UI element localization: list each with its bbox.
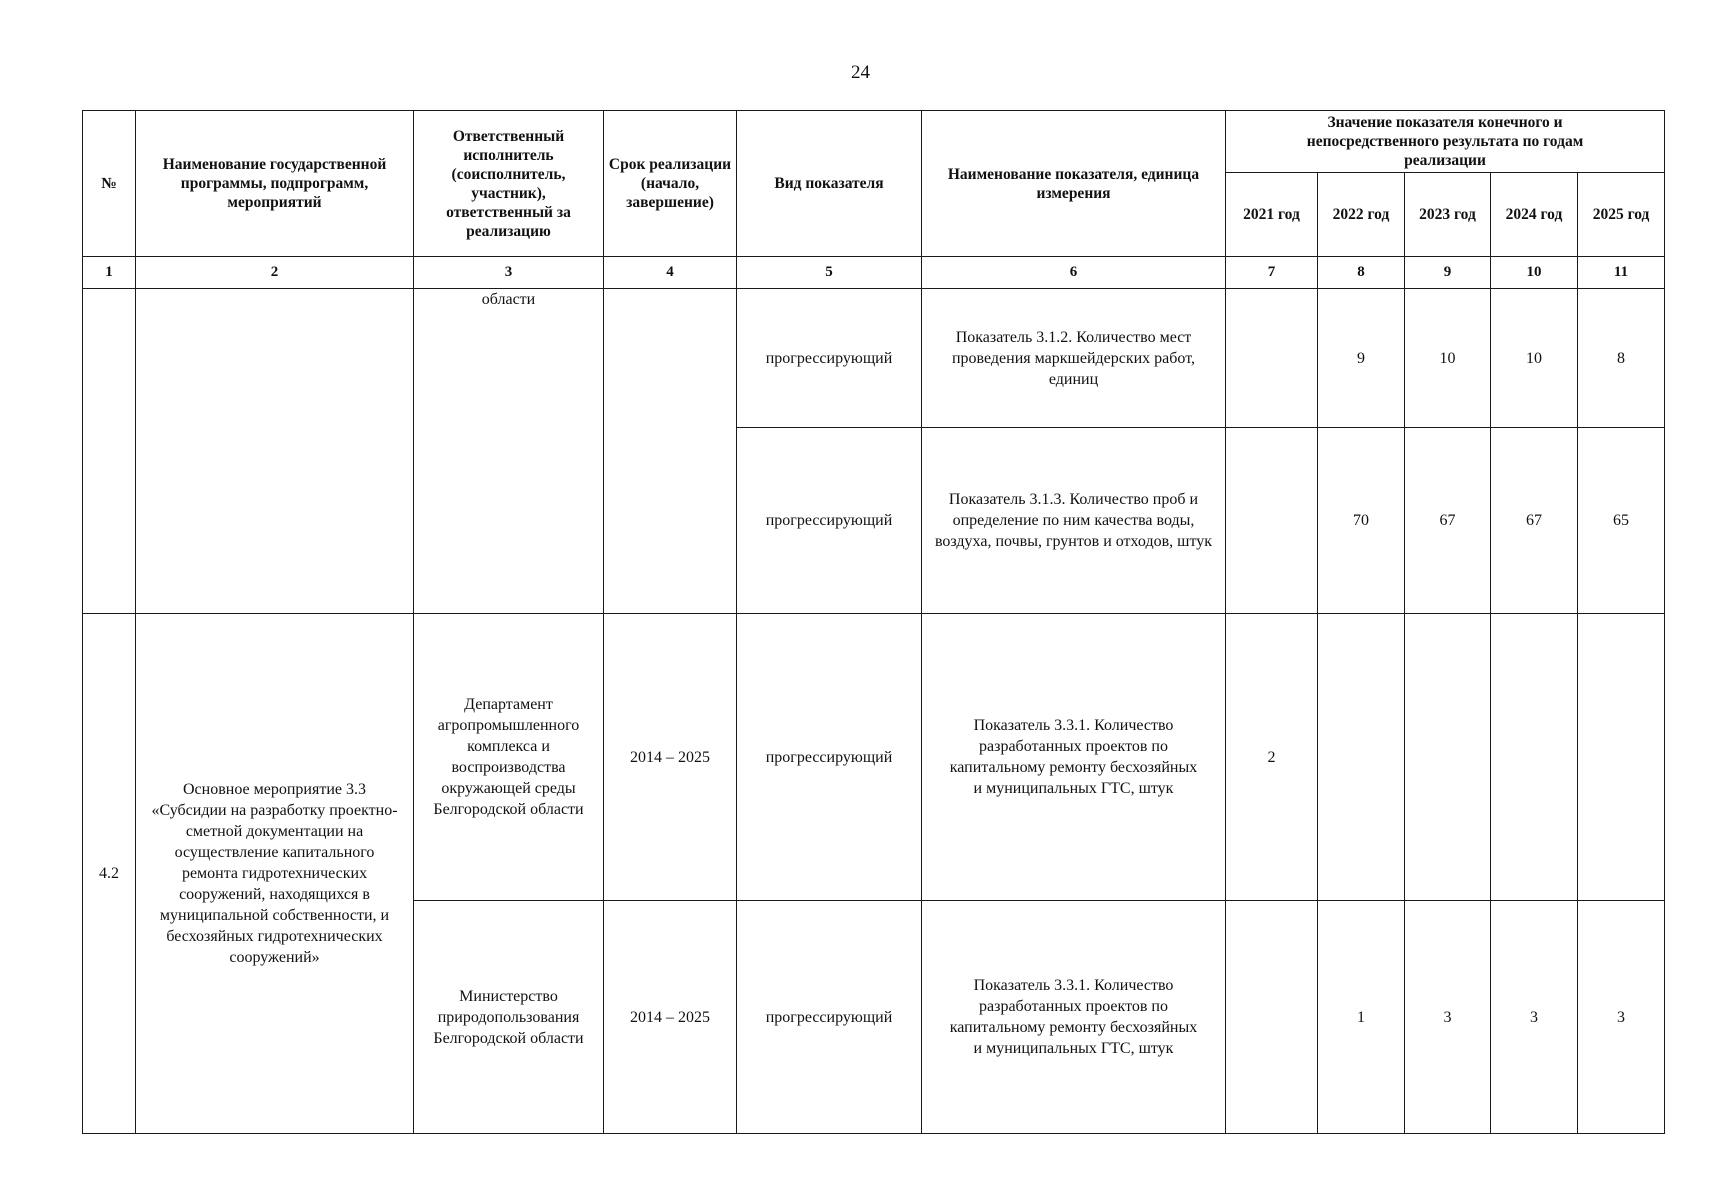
indicator-type-cell: прогрессирующий xyxy=(737,289,922,428)
value-cell xyxy=(1318,614,1405,901)
value-cell xyxy=(1491,614,1578,901)
column-number: 9 xyxy=(1405,257,1491,289)
responsible-cell: Департамент агропромышленного комплекса и воспроизводства окружающей среды Белгородской области xyxy=(414,614,604,901)
column-number: 8 xyxy=(1318,257,1405,289)
value-cell xyxy=(1226,901,1318,1134)
indicator-type-cell: прогрессирующий xyxy=(737,901,922,1134)
value-cell xyxy=(1578,614,1665,901)
column-number: 11 xyxy=(1578,257,1665,289)
table-row xyxy=(83,614,1665,901)
value-cell: 3 xyxy=(1405,901,1491,1134)
period-cell: 2014 – 2025 xyxy=(604,901,737,1134)
row-num-empty xyxy=(83,289,136,614)
column-number: 2 xyxy=(136,257,414,289)
indicator-type-cell: прогрессирующий xyxy=(737,428,922,614)
header-year-2022: 2022 год xyxy=(1318,173,1405,257)
indicator-name-cell: Показатель 3.1.2. Количество мест проведения маркшейдерских работ, единиц xyxy=(922,289,1226,428)
indicator-name-cell: Показатель 3.3.1. Количество разработанных проектов по капитальному ремонту бесхозяйных и муниципальных ГТС, штук xyxy=(922,614,1226,901)
value-cell: 70 xyxy=(1318,428,1405,614)
column-number: 6 xyxy=(922,257,1226,289)
header-indicator-type: Вид показателя xyxy=(737,111,922,257)
table-row xyxy=(83,289,1665,428)
responsible-cell: Министерство природопользования Белгородской области xyxy=(414,901,604,1134)
value-cell: 67 xyxy=(1405,428,1491,614)
column-number: 3 xyxy=(414,257,604,289)
header-year-2025: 2025 год xyxy=(1578,173,1665,257)
header-num: № xyxy=(83,111,136,257)
value-cell: 65 xyxy=(1578,428,1665,614)
column-number: 7 xyxy=(1226,257,1318,289)
period-cell: 2014 – 2025 xyxy=(604,614,737,901)
value-cell: 3 xyxy=(1491,901,1578,1134)
column-numbers-row xyxy=(83,257,1665,289)
indicator-name-cell: Показатель 3.3.1. Количество разработанных проектов по капитальному ремонту бесхозяйных и муниципальных ГТС, штук xyxy=(922,901,1226,1134)
header-responsible: Ответственный исполнитель (соисполнитель, участник), ответственный за реализацию xyxy=(414,111,604,257)
column-number: 1 xyxy=(83,257,136,289)
header-indicator-name: Наименование показателя, единица измерения xyxy=(922,111,1226,257)
value-cell: 2 xyxy=(1226,614,1318,901)
responsible-cell: области xyxy=(414,289,604,614)
period-empty xyxy=(604,289,737,614)
value-cell xyxy=(1226,428,1318,614)
value-cell: 1 xyxy=(1318,901,1405,1134)
value-cell xyxy=(1226,289,1318,428)
header-year-2024: 2024 год xyxy=(1491,173,1578,257)
value-cell: 9 xyxy=(1318,289,1405,428)
value-cell xyxy=(1405,614,1491,901)
header-year-2021: 2021 год xyxy=(1226,173,1318,257)
column-number: 10 xyxy=(1491,257,1578,289)
value-cell: 10 xyxy=(1491,289,1578,428)
header-values-group: Значение показателя конечного и непосредственного результата по годам реализации xyxy=(1226,111,1665,173)
header-period: Срок реализации (начало, завершение) xyxy=(604,111,737,257)
activity-name-cell: Основное мероприятие 3.3 «Субсидии на разработку проектно-сметной документации на осуществление капитального ремонта гидротехнических сооружений, находящихся в муниципальной собственности, и бесхозяйных гидротехнических сооружений» xyxy=(136,614,414,1134)
column-number: 4 xyxy=(604,257,737,289)
indicator-name-cell: Показатель 3.1.3. Количество проб и определение по ним качества воды, воздуха, почвы, грунтов и отходов, штук xyxy=(922,428,1226,614)
header-year-2023: 2023 год xyxy=(1405,173,1491,257)
value-cell: 8 xyxy=(1578,289,1665,428)
row-number: 4.2 xyxy=(83,614,136,1134)
value-cell: 3 xyxy=(1578,901,1665,1134)
page-number: 24 xyxy=(851,62,870,83)
value-cell: 10 xyxy=(1405,289,1491,428)
indicators-table xyxy=(82,110,1665,1134)
row-name-empty xyxy=(136,289,414,614)
value-cell: 67 xyxy=(1491,428,1578,614)
column-number: 5 xyxy=(737,257,922,289)
indicator-type-cell: прогрессирующий xyxy=(737,614,922,901)
header-name: Наименование государственной программы, подпрограмм, мероприятий xyxy=(136,111,414,257)
